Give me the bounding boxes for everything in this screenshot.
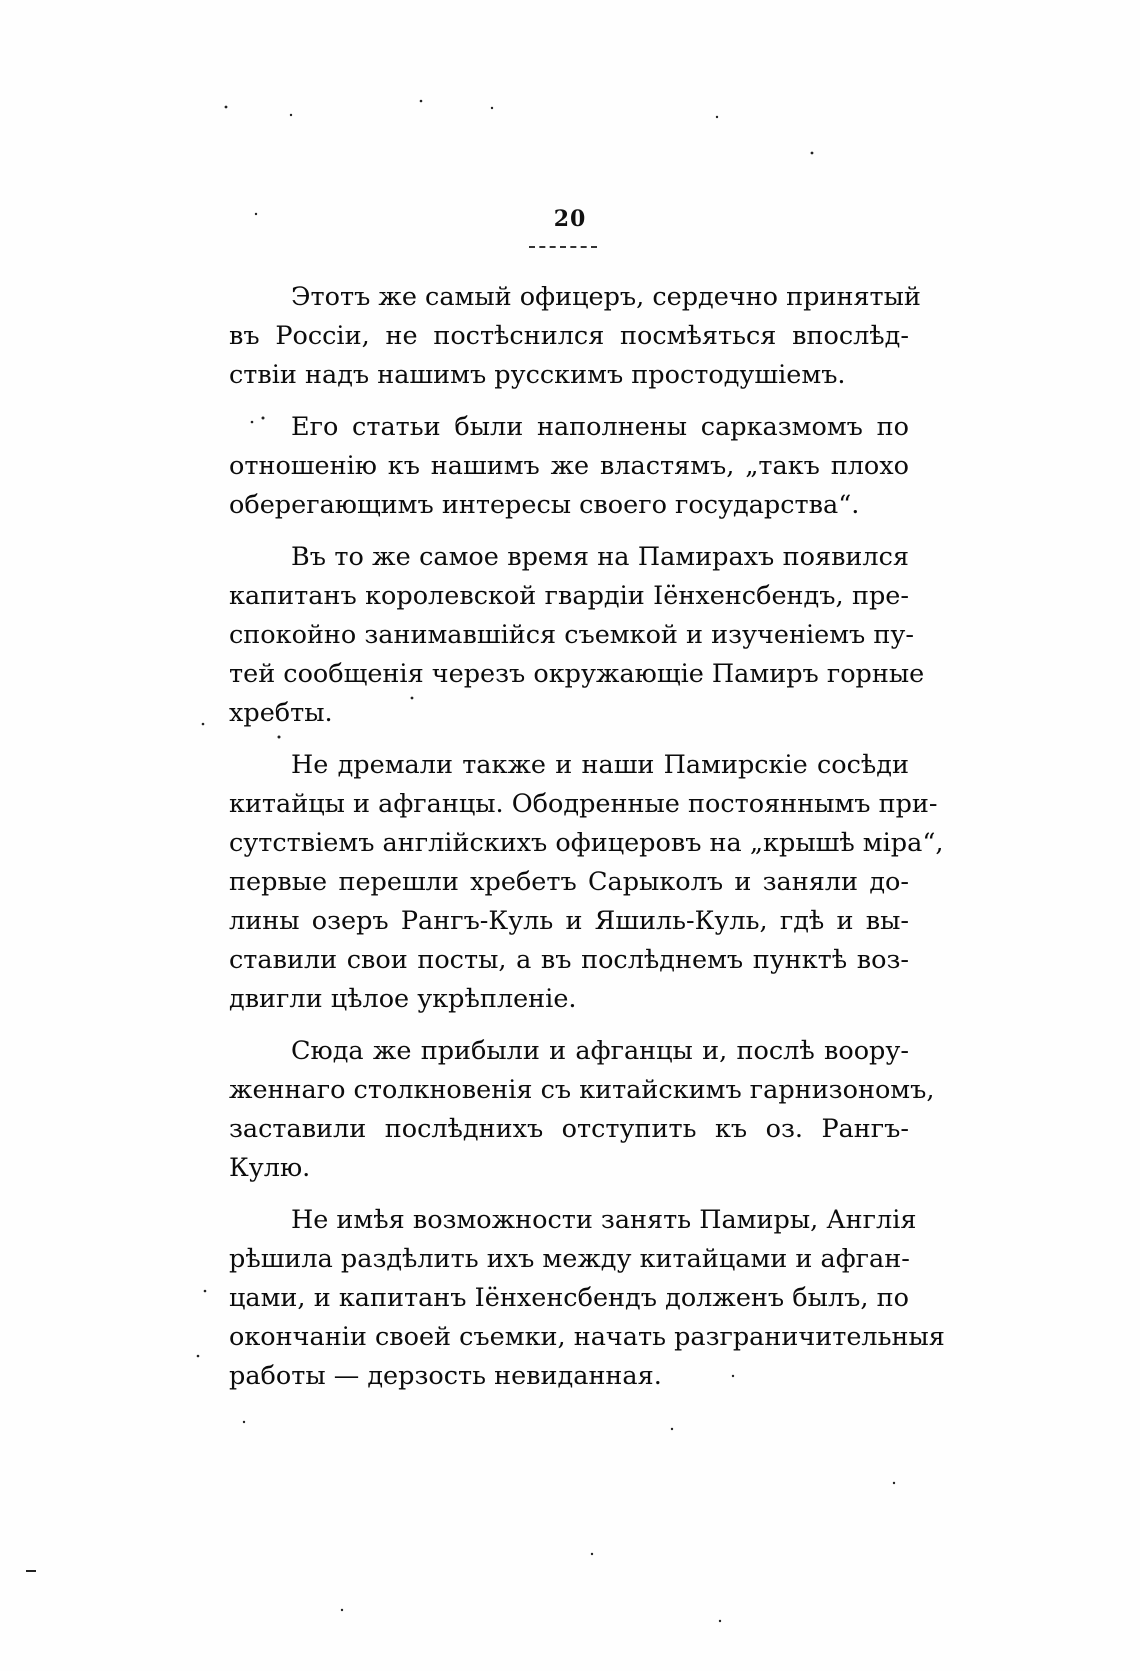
text-line: окончанiи своей съемки, начать разграничительныя: [229, 1322, 945, 1352]
text-line: двигли цѣлое укрѣпленiе.: [229, 984, 577, 1014]
page-number-rule: [529, 246, 597, 248]
text-line: ставили свои посты, а въ послѣднемъ пунктѣ воз-: [229, 945, 909, 975]
text-line: капитанъ королевской гвардiи Iёнхенсбендъ, пре-: [229, 581, 909, 611]
paragraph: [229, 1032, 935, 1188]
text-line: ствiи надъ нашимъ русскимъ простодушiемъ.: [229, 360, 846, 390]
paragraph: [229, 278, 921, 395]
text-line: спокойно занимавшiйся съемкой и изученiемъ пу-: [229, 620, 915, 650]
text-line: тей сообщенiя черезъ окружающiе Памиръ горные: [229, 659, 925, 689]
text-line: заставили послѣднихъ отступить къ оз. Рангъ-: [229, 1114, 909, 1144]
text-line: цами, и капитанъ Iёнхенсбендъ долженъ былъ, по: [229, 1283, 909, 1313]
page-number: 20: [553, 206, 587, 232]
paragraph: [229, 746, 944, 1019]
text-line: Этотъ же самый офицеръ, сердечно принятый: [291, 282, 921, 312]
text-line: рѣшила раздѣлить ихъ между китайцами и афган-: [229, 1244, 910, 1274]
paragraph: [229, 538, 925, 733]
text-line: лины озеръ Рангъ-Куль и Яшиль-Куль, гдѣ и вы-: [229, 906, 909, 936]
text-line: Его статьи были наполнены сарказмомъ по: [291, 412, 909, 442]
text-line: Сюда же прибыли и афганцы и, послѣ воору-: [291, 1036, 909, 1066]
text-line: отношенiю къ нашимъ же властямъ, „такъ плохо: [229, 451, 909, 481]
text-line: работы — дерзость невиданная.: [229, 1361, 662, 1391]
text-line: женнаго столкновенiя съ китайскимъ гарнизономъ,: [229, 1075, 935, 1105]
text-line: Кулю.: [229, 1153, 311, 1183]
text-line: китайцы и афганцы. Ободренные постояннымъ при-: [229, 789, 938, 819]
text-line: сутствiемъ англiйскихъ офицеровъ на „крышѣ мiра“,: [229, 828, 944, 858]
paragraph: [229, 1201, 945, 1396]
text-line: первые перешли хребетъ Сарыколъ и заняли до-: [229, 867, 909, 897]
text-line: въ Россiи, не постѣснился посмѣяться впослѣд-: [229, 321, 909, 351]
text-line: Не дремали также и наши Памирскiе сосѣди: [291, 750, 909, 780]
paragraph: [229, 408, 909, 525]
body-text: [229, 278, 945, 1409]
text-line: Въ то же самое время на Памирахъ появился: [291, 542, 909, 572]
text-line: оберегающимъ интересы своего государства“.: [229, 490, 860, 520]
text-line: Не имѣя возможности занять Памиры, Англiя: [291, 1205, 917, 1235]
text-line: хребты.: [229, 698, 333, 728]
